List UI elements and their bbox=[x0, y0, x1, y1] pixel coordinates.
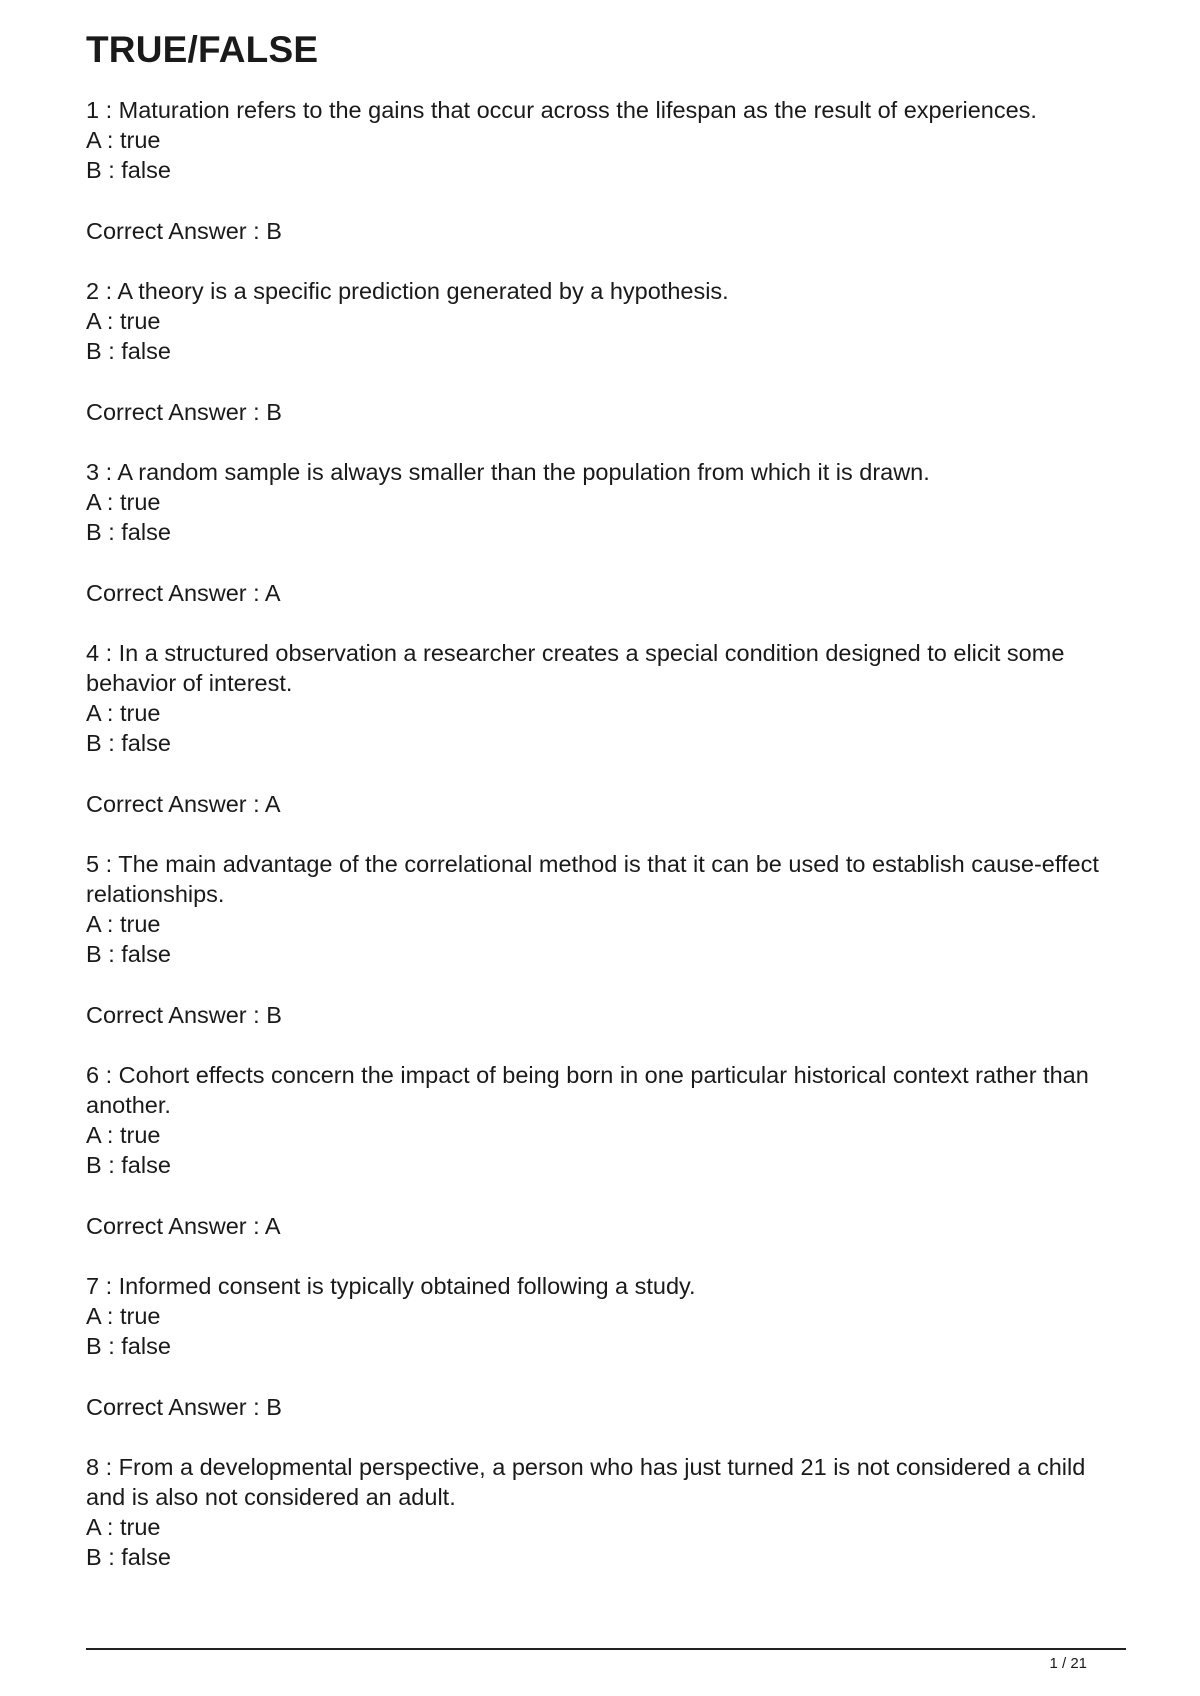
correct-answer: Correct Answer : B bbox=[86, 218, 282, 244]
question-item bbox=[86, 1452, 1126, 1572]
correct-answer: Correct Answer : A bbox=[86, 580, 281, 606]
question-text: 1 : Maturation refers to the gains that occur across the lifespan as the result of experiences. bbox=[86, 97, 1037, 123]
question-item bbox=[86, 1271, 1126, 1422]
option-b: B : false bbox=[86, 519, 171, 545]
document-page bbox=[86, 26, 1126, 1602]
correct-answer: Correct Answer : A bbox=[86, 791, 281, 817]
question-item bbox=[86, 638, 1126, 819]
question-text: 3 : A random sample is always smaller than the population from which it is drawn. bbox=[86, 459, 930, 485]
option-a: A : true bbox=[86, 1303, 161, 1329]
correct-answer: Correct Answer : B bbox=[86, 1002, 282, 1028]
option-b: B : false bbox=[86, 1544, 171, 1570]
question-item bbox=[86, 849, 1126, 1030]
question-item bbox=[86, 1060, 1126, 1241]
option-a: A : true bbox=[86, 127, 161, 153]
option-b: B : false bbox=[86, 730, 171, 756]
option-a: A : true bbox=[86, 489, 161, 515]
page-number: 1 / 21 bbox=[1049, 1655, 1087, 1672]
question-text: 5 : The main advantage of the correlational method is that it can be used to establish cause-effect relationships. bbox=[86, 851, 1099, 907]
option-a: A : true bbox=[86, 911, 161, 937]
question-item bbox=[86, 95, 1126, 246]
question-text: 8 : From a developmental perspective, a person who has just turned 21 is not considered a child and is also not considered an adult. bbox=[86, 1454, 1086, 1510]
question-item bbox=[86, 276, 1126, 427]
option-a: A : true bbox=[86, 700, 161, 726]
option-b: B : false bbox=[86, 1333, 171, 1359]
correct-answer: Correct Answer : A bbox=[86, 1213, 281, 1239]
correct-answer: Correct Answer : B bbox=[86, 399, 282, 425]
question-text: 6 : Cohort effects concern the impact of being born in one particular historical context rather than another. bbox=[86, 1062, 1089, 1118]
option-a: A : true bbox=[86, 1514, 161, 1540]
option-b: B : false bbox=[86, 157, 171, 183]
option-a: A : true bbox=[86, 1122, 161, 1148]
footer-divider bbox=[86, 1648, 1126, 1650]
question-text: 2 : A theory is a specific prediction generated by a hypothesis. bbox=[86, 278, 729, 304]
question-item bbox=[86, 457, 1126, 608]
option-a: A : true bbox=[86, 308, 161, 334]
option-b: B : false bbox=[86, 1152, 171, 1178]
correct-answer: Correct Answer : B bbox=[86, 1394, 282, 1420]
option-b: B : false bbox=[86, 941, 171, 967]
question-text: 4 : In a structured observation a researcher creates a special condition designed to elicit some behavior of interest. bbox=[86, 640, 1065, 696]
question-text: 7 : Informed consent is typically obtained following a study. bbox=[86, 1273, 696, 1299]
option-b: B : false bbox=[86, 338, 171, 364]
page-title: TRUE/FALSE bbox=[86, 29, 319, 70]
